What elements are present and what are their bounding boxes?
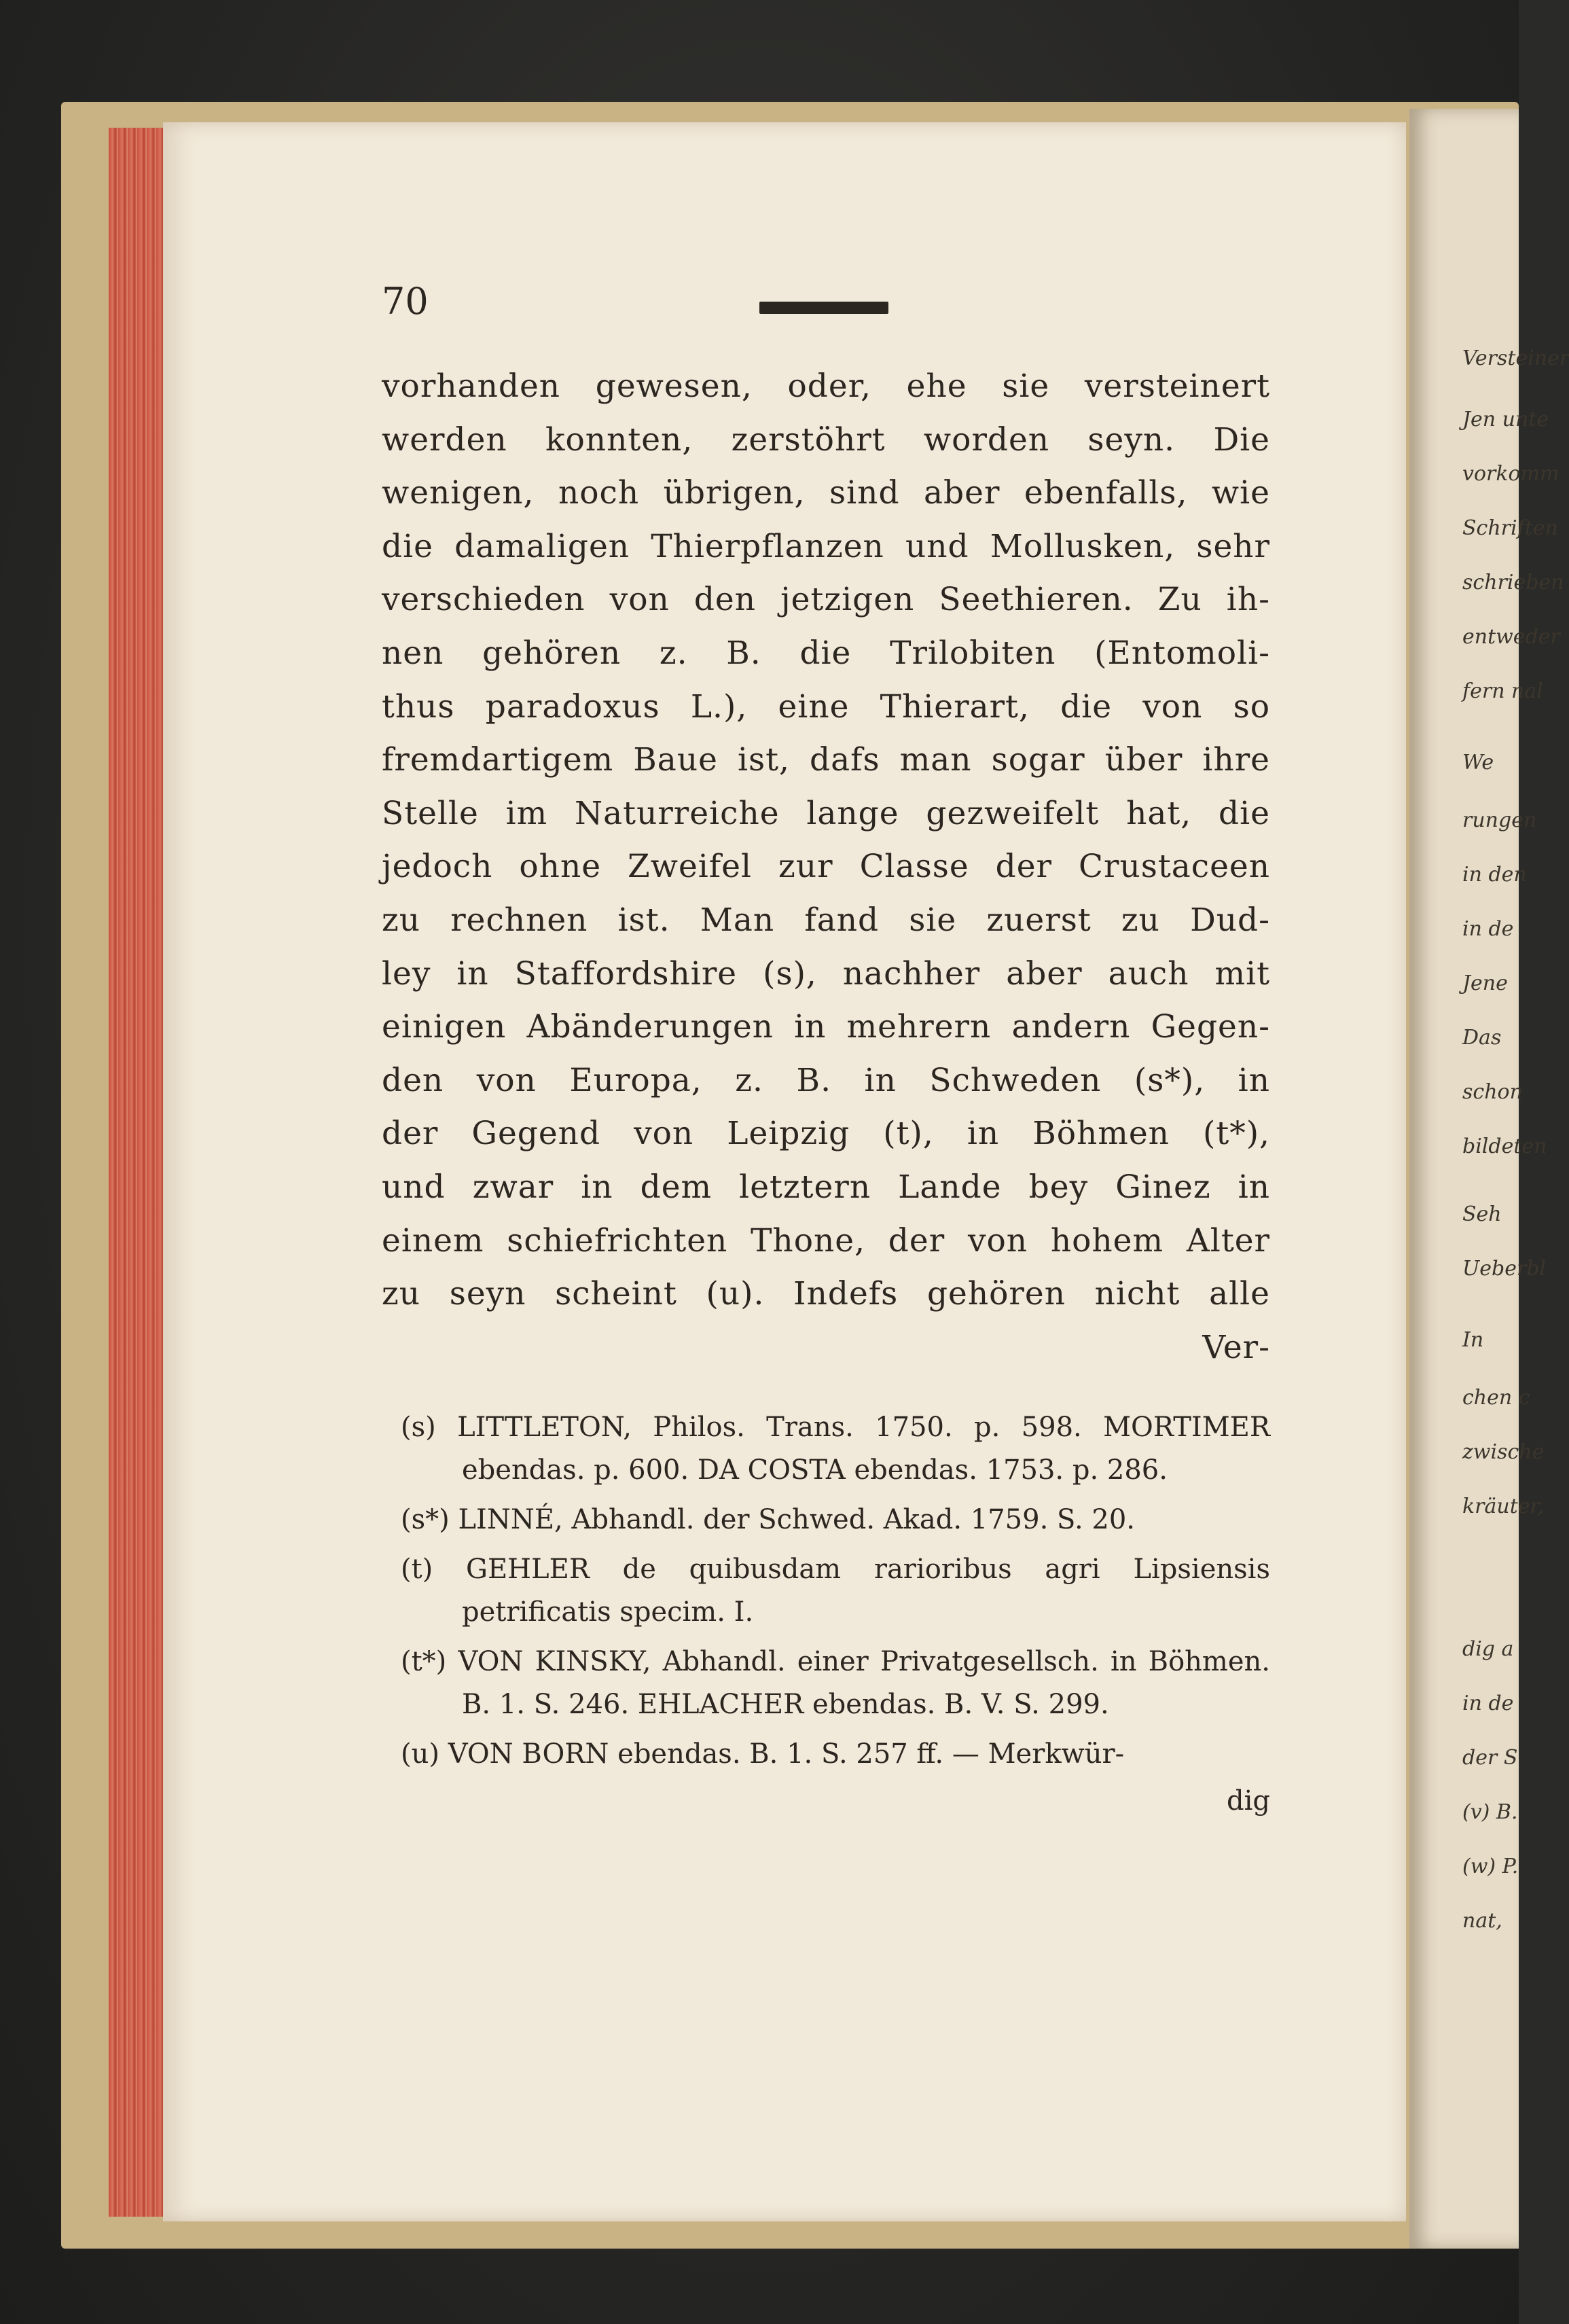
facing-page-fragment: (w) P. — [1462, 1855, 1519, 1878]
facing-page-fragment: Jen unte — [1462, 408, 1549, 431]
footnote — [401, 1548, 1270, 1634]
main-text — [382, 360, 1270, 1374]
facing-page-fragment: der S — [1462, 1746, 1518, 1770]
text-line: fremdartigem Baue ist, dafs man sogar über ihre — [382, 741, 1270, 779]
text-line: zu seyn scheint (u). Indefs gehören nicht alle — [382, 1275, 1270, 1313]
facing-page-fragment: rungen — [1462, 808, 1537, 832]
facing-page-fragment: Ueberbl — [1462, 1257, 1547, 1281]
footnote-catchword: dig — [1226, 1785, 1270, 1817]
text-line: wenigen, noch übrigen, sind aber ebenfalls, wie — [382, 474, 1270, 512]
facing-page-fragment: dig a — [1462, 1637, 1514, 1661]
catchword: Ver- — [1202, 1328, 1270, 1366]
facing-page-fragment: in den — [1462, 863, 1527, 887]
text-line: vorhanden gewesen, oder, ehe sie versteinert — [382, 368, 1270, 405]
footnote — [401, 1406, 1270, 1492]
facing-page-fragment: nat, — [1462, 1909, 1502, 1933]
text-line: zu rechnen ist. Man fand sie zuerst zu Dud- — [382, 901, 1270, 939]
text-line: thus paradoxus L.), eine Thierart, die von so — [382, 687, 1270, 726]
facing-page-fragment: Jene — [1462, 971, 1508, 995]
footnote-text: (s) LITTLETON, Philos. Trans. 1750. p. 598. MORTIMER ebendas. p. 600. DA COSTA ebendas. 1753. p. 286. — [401, 1412, 1270, 1486]
facing-page-fragment: chen c — [1462, 1386, 1530, 1410]
text-line: die damaligen Thierpflanzen und Mollusken, sehr — [382, 527, 1270, 565]
text-line: und zwar in dem letztern Lande bey Ginez in — [382, 1168, 1270, 1206]
facing-page — [1409, 109, 1569, 2249]
footnote-text: (u) VON BORN ebendas. B. 1. S. 257 ff. — Merkwür- — [401, 1738, 1125, 1770]
facing-page-fragment: schon — [1462, 1080, 1523, 1104]
footnote-text: (t*) VON KINSKY, Abhandl. einer Privatgesellsch. in Böhmen. B. 1. S. 246. EHLACHER ebendas. B. V. S. 299. — [401, 1646, 1270, 1720]
facing-page-fragment: Schriften — [1462, 516, 1558, 540]
text-line: der Gegend von Leipzig (t), in Böhmen (t*), — [382, 1115, 1270, 1153]
facing-page-fragment: fern nal — [1462, 679, 1543, 703]
facing-page-fragment: In — [1462, 1328, 1484, 1352]
facing-page-fragment: in de — [1462, 1692, 1514, 1715]
facing-page-fragment: bildeten — [1462, 1134, 1547, 1158]
text-line: einigen Abänderungen in mehrern andern Gegen- — [382, 1008, 1270, 1046]
text-line: jedoch ohne Zweifel zur Classe der Crustaceen — [382, 848, 1270, 886]
text-line: einem schiefrichten Thone, der von hohem Alter — [382, 1221, 1270, 1259]
facing-page-fragment: vorkomm — [1462, 462, 1559, 486]
facing-page-fragment: Das — [1462, 1026, 1502, 1050]
footnote — [401, 1733, 1270, 1776]
footnote-text: (s*) LINNÉ, Abhandl. der Schwed. Akad. 1759. S. 20. — [401, 1504, 1136, 1535]
facing-page-fragment: Seh — [1462, 1202, 1502, 1226]
page-number: 70 — [382, 280, 429, 323]
page-header — [382, 280, 1265, 327]
footnote — [401, 1499, 1270, 1541]
text-line: ley in Staffordshire (s), nachher aber auch mit — [382, 954, 1270, 993]
page-edges — [109, 128, 170, 2217]
facing-page-fragment: Versteiner — [1462, 346, 1569, 370]
text-line: nen gehören z. B. die Trilobiten (Entomoli- — [382, 634, 1270, 672]
footnote-text: (t) GEHLER de quibusdam rarioribus agri Lipsiensis petrificatis specim. I. — [401, 1554, 1270, 1628]
facing-page-fragment: zwische — [1462, 1440, 1545, 1464]
footnote — [401, 1641, 1270, 1726]
facing-page-fragment: entweder — [1462, 625, 1560, 649]
facing-page-fragment: schrieben — [1462, 571, 1564, 594]
text-line: werden konnten, zerstöhrt worden seyn. Die — [382, 421, 1270, 459]
text-line: den von Europa, z. B. in Schweden (s*), in — [382, 1061, 1270, 1099]
facing-page-fragment: in de — [1462, 917, 1514, 941]
facing-page-fragment: kräuter, — [1462, 1495, 1545, 1518]
facing-page-fragment: (v) B. — [1462, 1800, 1518, 1824]
text-line: verschieden von den jetzigen Seethieren. Zu ih- — [382, 581, 1270, 619]
facing-page-fragment: We — [1462, 751, 1494, 774]
text-line: Stelle im Naturreiche lange gezweifelt hat, die — [382, 794, 1270, 832]
header-rule — [759, 302, 888, 314]
footnotes — [401, 1406, 1270, 1823]
